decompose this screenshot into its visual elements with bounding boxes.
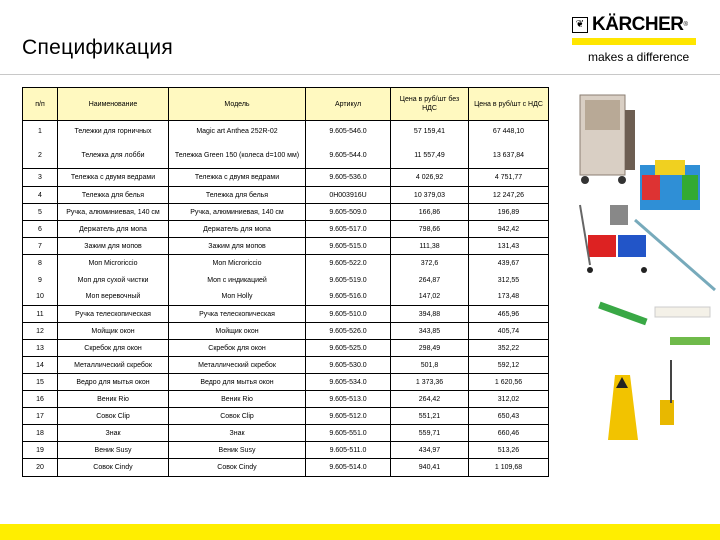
price-with-vat: 650,43: [469, 408, 549, 425]
item-sku: 9.605-551.0: [306, 425, 391, 442]
table-row: [23, 425, 549, 442]
price-with-vat: 13 637,84: [469, 143, 549, 169]
row-number: 8: [23, 255, 58, 272]
row-number: 6: [23, 221, 58, 238]
dustpan-image: [660, 360, 674, 425]
item-sku: 9.605-536.0: [306, 169, 391, 187]
price-with-vat: 196,89: [469, 204, 549, 221]
item-model: Тележка для белья: [169, 187, 306, 204]
row-number: 2: [23, 143, 58, 169]
table-row: [23, 289, 549, 306]
item-model: Зажим для мопов: [169, 238, 306, 255]
item-model: Мойщик окон: [169, 323, 306, 340]
squeegee-image: [670, 337, 710, 345]
table-row: [23, 306, 549, 323]
item-sku: 9.605-514.0: [306, 459, 391, 477]
item-name: Моп для сухой чистки: [58, 272, 169, 289]
row-number: 9: [23, 272, 58, 289]
column-header: Наименование: [58, 88, 169, 121]
item-name: Мойщик окон: [58, 323, 169, 340]
row-number: 19: [23, 442, 58, 459]
item-sku: 9.605-509.0: [306, 204, 391, 221]
item-sku: 9.605-526.0: [306, 323, 391, 340]
item-name: Совок Cindy: [58, 459, 169, 477]
item-name: Тележки для горничных: [58, 121, 169, 143]
price-with-vat: 131,43: [469, 238, 549, 255]
wet-floor-sign-image: [608, 375, 638, 440]
table-row: [23, 238, 549, 255]
item-model: Моп Microriccio: [169, 255, 306, 272]
price-without-vat: 551,21: [391, 408, 469, 425]
price-without-vat: 1 373,36: [391, 374, 469, 391]
table-row: [23, 143, 549, 169]
price-with-vat: 1 620,56: [469, 374, 549, 391]
price-with-vat: 513,26: [469, 442, 549, 459]
item-name: Знак: [58, 425, 169, 442]
price-with-vat: 173,48: [469, 289, 549, 306]
item-sku: 9.605-525.0: [306, 340, 391, 357]
lobby-cart-image: [640, 160, 700, 210]
column-header: Артикул: [306, 88, 391, 121]
row-number: 17: [23, 408, 58, 425]
item-sku: 9.605-546.0: [306, 121, 391, 143]
item-sku: 9.605-515.0: [306, 238, 391, 255]
item-name: Веник Susy: [58, 442, 169, 459]
item-name: Веник Rio: [58, 391, 169, 408]
logo-bar: [572, 38, 696, 45]
logo-brand: KÄRCHER: [592, 14, 684, 35]
row-number: 20: [23, 459, 58, 477]
row-number: 5: [23, 204, 58, 221]
table-row: [23, 391, 549, 408]
price-without-vat: 372,6: [391, 255, 469, 272]
table-row: [23, 187, 549, 204]
item-model: Magic art Anthea 252R-02: [169, 121, 306, 143]
row-number: 18: [23, 425, 58, 442]
row-number: 15: [23, 374, 58, 391]
item-model: Тележка с двумя ведрами: [169, 169, 306, 187]
price-without-vat: 298,49: [391, 340, 469, 357]
item-model: Веник Susy: [169, 442, 306, 459]
telescopic-handle-image: [635, 220, 715, 290]
item-sku: 9.605-522.0: [306, 255, 391, 272]
item-sku: 0H003916U: [306, 187, 391, 204]
row-number: 16: [23, 391, 58, 408]
logo-slogan: makes a difference: [588, 50, 690, 64]
price-without-vat: 264,87: [391, 272, 469, 289]
price-without-vat: 559,71: [391, 425, 469, 442]
item-model: Знак: [169, 425, 306, 442]
row-number: 4: [23, 187, 58, 204]
column-header: Модель: [169, 88, 306, 121]
item-model: Ручка телескопическая: [169, 306, 306, 323]
item-name: Тележка для белья: [58, 187, 169, 204]
price-without-vat: 264,42: [391, 391, 469, 408]
item-name: Моп Microriccio: [58, 255, 169, 272]
item-model: Моп с индикацией: [169, 272, 306, 289]
karcher-logo: ❦ KÄRCHER ® makes a difference: [572, 14, 702, 64]
item-sku: 9.605-517.0: [306, 221, 391, 238]
maid-cart-image: [580, 95, 635, 184]
item-model: Веник Rio: [169, 391, 306, 408]
price-with-vat: 67 448,10: [469, 121, 549, 143]
item-sku: 9.605-510.0: [306, 306, 391, 323]
item-sku: 9.605-513.0: [306, 391, 391, 408]
price-without-vat: 343,85: [391, 323, 469, 340]
price-with-vat: 352,22: [469, 340, 549, 357]
price-with-vat: 465,96: [469, 306, 549, 323]
divider: [0, 74, 720, 75]
price-without-vat: 4 026,92: [391, 169, 469, 187]
table-row: [23, 204, 549, 221]
item-name: Металлический скребок: [58, 357, 169, 374]
price-with-vat: 592,12: [469, 357, 549, 374]
table-row: [23, 169, 549, 187]
table-row: [23, 255, 549, 272]
price-without-vat: 147,02: [391, 289, 469, 306]
item-sku: 9.605-544.0: [306, 143, 391, 169]
row-number: 10: [23, 289, 58, 306]
price-with-vat: 4 751,77: [469, 169, 549, 187]
column-header: Цена в руб/шт без НДС: [391, 88, 469, 121]
table-row: [23, 357, 549, 374]
item-model: Скребок для окон: [169, 340, 306, 357]
item-sku: 9.605-516.0: [306, 289, 391, 306]
item-name: Совок Clip: [58, 408, 169, 425]
item-name: Зажим для мопов: [58, 238, 169, 255]
item-sku: 9.605-519.0: [306, 272, 391, 289]
table-row: [23, 323, 549, 340]
price-with-vat: 942,42: [469, 221, 549, 238]
item-model: Ручка, алюминиевая, 140 см: [169, 204, 306, 221]
karcher-emblem-icon: ❦: [572, 17, 588, 33]
column-header: п/п: [23, 88, 58, 121]
item-name: Тележка для лобби: [58, 143, 169, 169]
column-header: Цена в руб/шт с НДС: [469, 88, 549, 121]
item-name: Ручка, алюминиевая, 140 см: [58, 204, 169, 221]
item-name: Моп веревочный: [58, 289, 169, 306]
price-with-vat: 312,02: [469, 391, 549, 408]
item-model: Моп Holly: [169, 289, 306, 306]
item-sku: 9.605-530.0: [306, 357, 391, 374]
product-images: [560, 85, 720, 455]
item-name: Тележка с двумя ведрами: [58, 169, 169, 187]
row-number: 14: [23, 357, 58, 374]
item-sku: 9.605-511.0: [306, 442, 391, 459]
table-row: [23, 340, 549, 357]
price-without-vat: 111,38: [391, 238, 469, 255]
item-sku: 9.605-534.0: [306, 374, 391, 391]
item-model: Держатель для мопа: [169, 221, 306, 238]
price-with-vat: 405,74: [469, 323, 549, 340]
footer-bar: [0, 524, 720, 540]
item-name: Скребок для окон: [58, 340, 169, 357]
price-with-vat: 660,46: [469, 425, 549, 442]
item-model: Совок Clip: [169, 408, 306, 425]
table-row: [23, 121, 549, 143]
price-without-vat: 798,66: [391, 221, 469, 238]
price-with-vat: 12 247,26: [469, 187, 549, 204]
table-row: [23, 221, 549, 238]
item-model: Совок Cindy: [169, 459, 306, 477]
bucket-cart-image: [580, 205, 647, 273]
price-without-vat: 166,86: [391, 204, 469, 221]
table-row: [23, 374, 549, 391]
price-with-vat: 312,55: [469, 272, 549, 289]
price-without-vat: 434,97: [391, 442, 469, 459]
spec-table: [22, 87, 549, 477]
row-number: 1: [23, 121, 58, 143]
price-without-vat: 11 557,49: [391, 143, 469, 169]
item-name: Держатель для мопа: [58, 221, 169, 238]
price-without-vat: 940,41: [391, 459, 469, 477]
row-number: 3: [23, 169, 58, 187]
item-name: Ведро для мытья окон: [58, 374, 169, 391]
row-number: 7: [23, 238, 58, 255]
row-number: 12: [23, 323, 58, 340]
item-name: Ручка телескопическая: [58, 306, 169, 323]
price-with-vat: 1 109,68: [469, 459, 549, 477]
price-without-vat: 10 379,03: [391, 187, 469, 204]
item-model: Ведро для мытья окон: [169, 374, 306, 391]
row-number: 13: [23, 340, 58, 357]
price-with-vat: 439,67: [469, 255, 549, 272]
table-row: [23, 442, 549, 459]
page-title: Спецификация: [22, 36, 174, 59]
mop-image: [598, 302, 710, 326]
price-without-vat: 394,88: [391, 306, 469, 323]
table-row: [23, 459, 549, 477]
item-model: Тележка Green 150 (колеса d=100 мм): [169, 143, 306, 169]
table-row: [23, 408, 549, 425]
item-sku: 9.605-512.0: [306, 408, 391, 425]
item-model: Металлический скребок: [169, 357, 306, 374]
row-number: 11: [23, 306, 58, 323]
price-without-vat: 57 159,41: [391, 121, 469, 143]
table-row: [23, 272, 549, 289]
price-without-vat: 501,8: [391, 357, 469, 374]
